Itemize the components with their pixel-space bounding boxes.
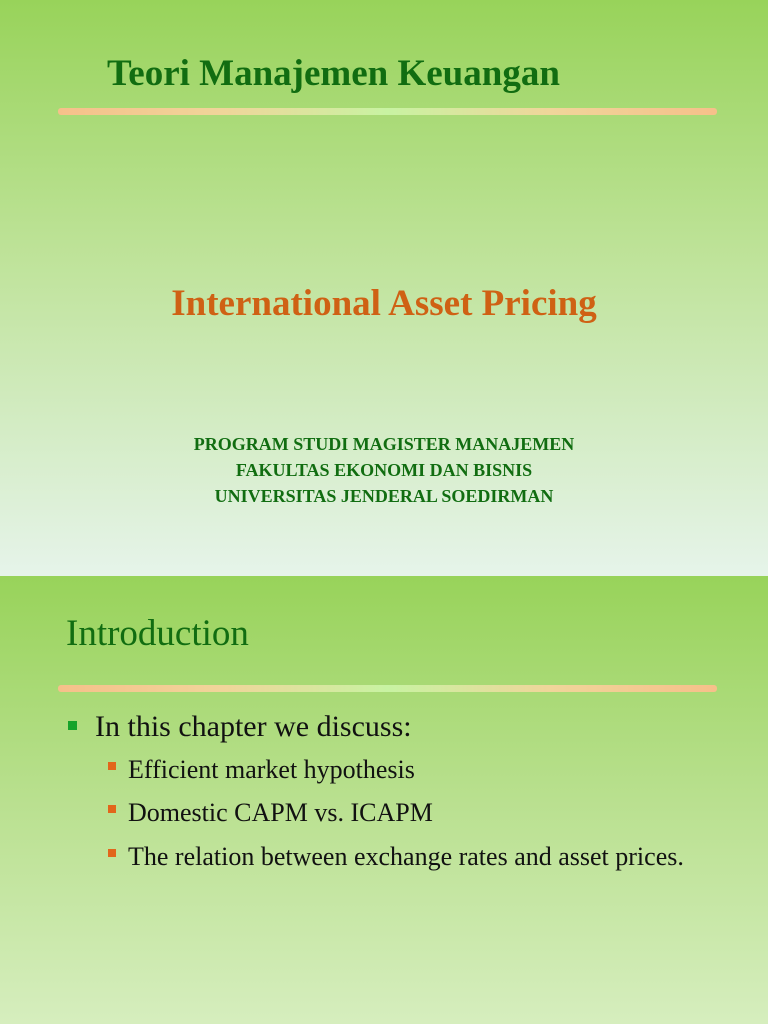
subbullet-item <box>108 752 688 787</box>
bullet-text: In this chapter we discuss: <box>95 710 412 743</box>
institution-line: PROGRAM STUDI MAGISTER MANAJEMEN <box>193 434 575 454</box>
square-bullet-icon <box>68 721 77 730</box>
subbullet-text: The relation between exchange rates and asset prices. <box>128 842 684 871</box>
subbullet-item <box>108 839 688 874</box>
square-bullet-icon <box>108 762 116 770</box>
institution-line: FAKULTAS EKONOMI DAN BISNIS <box>235 460 533 480</box>
heading-divider <box>58 685 717 692</box>
institution-line: UNIVERSITAS JENDERAL SOEDIRMAN <box>214 486 554 506</box>
course-title: Teori Manajemen Keuangan <box>107 53 560 94</box>
slide-introduction <box>0 576 768 1024</box>
subbullet-text: Efficient market hypothesis <box>128 755 415 784</box>
square-bullet-icon <box>108 805 116 813</box>
square-bullet-icon <box>108 849 116 857</box>
subbullet-item <box>108 795 688 830</box>
title-divider <box>58 108 717 115</box>
slide-heading: Introduction <box>66 613 249 654</box>
lecture-title: International Asset Pricing <box>171 283 597 324</box>
institution-block <box>0 431 768 509</box>
subbullet-text: Domestic CAPM vs. ICAPM <box>128 798 433 827</box>
